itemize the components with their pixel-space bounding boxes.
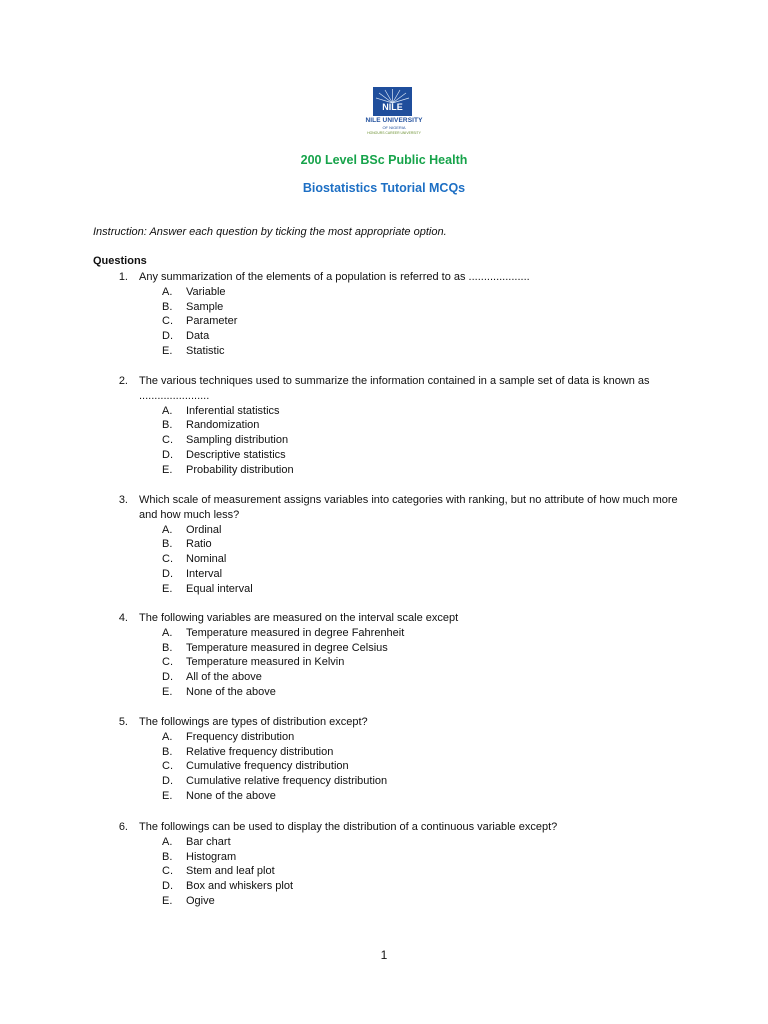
questions-heading: Questions: [93, 255, 147, 267]
university-logo: [358, 86, 430, 138]
answer-option[interactable]: [0, 329, 768, 344]
option-text: Frequency distribution: [186, 730, 295, 743]
answer-option[interactable]: [0, 894, 768, 909]
option-letter: A.: [162, 523, 173, 536]
answer-option[interactable]: [0, 850, 768, 865]
option-text: Cumulative relative frequency distribution: [186, 775, 388, 788]
option-letter: C.: [162, 760, 173, 773]
option-text: Data: [186, 330, 210, 343]
option-letter: C.: [162, 315, 173, 328]
option-letter: D.: [162, 449, 173, 461]
option-letter: A.: [162, 730, 173, 743]
option-letter: C.: [162, 865, 173, 878]
option-letter: C.: [162, 553, 173, 566]
option-letter: C.: [162, 434, 173, 447]
option-letter: E.: [162, 582, 173, 595]
answer-option[interactable]: [0, 730, 768, 745]
option-letter: D.: [162, 671, 173, 684]
option-text: Descriptive statistics: [186, 449, 286, 461]
option-text: Temperature measured in degree Celsius: [186, 641, 388, 654]
answer-option[interactable]: [0, 537, 768, 552]
answer-option[interactable]: [0, 879, 768, 894]
answer-option[interactable]: [0, 300, 768, 315]
option-text: Histogram: [186, 850, 237, 863]
answer-option[interactable]: [0, 655, 768, 670]
option-text: Nominal: [186, 553, 227, 566]
answer-option[interactable]: [0, 626, 768, 641]
option-letter: B.: [162, 641, 173, 654]
question-number: 2.: [118, 375, 128, 387]
option-text: Stem and leaf plot: [186, 865, 275, 878]
option-letter: A.: [162, 626, 173, 639]
option-letter: B.: [162, 850, 173, 863]
option-letter: A.: [162, 285, 173, 298]
option-text: Randomization: [186, 419, 260, 432]
question-text: The followings are types of distribution except?: [139, 716, 368, 728]
option-text: Ordinal: [186, 523, 222, 536]
option-text: Sampling distribution: [186, 434, 289, 447]
option-text: Equal interval: [186, 582, 253, 595]
answer-option[interactable]: [0, 789, 768, 804]
answer-option[interactable]: [0, 641, 768, 656]
option-text: Temperature measured in Kelvin: [186, 656, 345, 669]
option-text: Box and whiskers plot: [186, 880, 293, 893]
logo-country: OF NIGERIA: [382, 125, 406, 130]
question-text: Which scale of measurement assigns variables into categories with ranking, but no attribute of how much more and how much less?: [139, 494, 678, 521]
option-letter: E.: [162, 790, 173, 802]
question-number: 6.: [118, 821, 128, 833]
answer-option[interactable]: [0, 344, 768, 359]
option-letter: D.: [162, 330, 173, 343]
answer-option[interactable]: [0, 285, 768, 300]
answer-option[interactable]: [0, 448, 768, 463]
option-text: Ratio: [186, 538, 212, 551]
option-letter: D.: [162, 568, 173, 580]
option-text: Cumulative frequency distribution: [186, 760, 349, 773]
option-text: Probability distribution: [186, 463, 294, 476]
option-letter: B.: [162, 419, 173, 432]
question-text: The various techniques used to summarize the information contained in a sample set of data is known as .......................: [139, 375, 650, 402]
option-text: None of the above: [186, 686, 276, 698]
document-subtitle: Biostatistics Tutorial MCQs: [302, 181, 466, 195]
answer-option[interactable]: [0, 552, 768, 567]
option-letter: D.: [162, 775, 173, 788]
question-number: 1.: [118, 271, 128, 283]
answer-option[interactable]: [0, 582, 768, 597]
answer-option[interactable]: [0, 670, 768, 685]
answer-option[interactable]: [0, 567, 768, 582]
page-number: 1: [380, 948, 388, 962]
option-letter: E.: [162, 686, 173, 698]
answer-option[interactable]: [0, 404, 768, 419]
option-letter: C.: [162, 656, 173, 669]
option-letter: D.: [162, 880, 173, 893]
option-text: Parameter: [186, 315, 238, 328]
answer-option[interactable]: [0, 314, 768, 329]
option-text: Sample: [186, 300, 224, 313]
option-letter: B.: [162, 745, 173, 758]
option-letter: A.: [162, 835, 173, 848]
option-text: Bar chart: [186, 835, 231, 848]
option-text: Statistic: [186, 345, 225, 357]
answer-option[interactable]: [0, 523, 768, 538]
document-title: 200 Level BSc Public Health: [300, 153, 468, 167]
option-text: Ogive: [186, 895, 215, 907]
question-text: The following variables are measured on the interval scale except: [139, 612, 459, 624]
answer-option[interactable]: [0, 463, 768, 478]
question-number: 3.: [118, 494, 128, 506]
answer-option[interactable]: [0, 745, 768, 760]
option-text: Relative frequency distribution: [186, 745, 334, 758]
question-text: Any summarization of the elements of a population is referred to as ....................: [139, 271, 530, 283]
option-letter: B.: [162, 300, 173, 313]
answer-option[interactable]: [0, 418, 768, 433]
answer-option[interactable]: [0, 864, 768, 879]
question-text: The followings can be used to display the distribution of a continuous variable except?: [139, 821, 558, 833]
logo-tagline: HONOURS CAREER UNIVERSITY: [367, 131, 421, 135]
option-letter: E.: [162, 345, 173, 357]
instruction-text: Instruction: Answer each question by ticking the most appropriate option.: [93, 226, 447, 238]
question-number: 5.: [118, 716, 128, 728]
answer-option[interactable]: [0, 759, 768, 774]
option-text: None of the above: [186, 790, 276, 802]
option-letter: A.: [162, 404, 173, 417]
option-text: All of the above: [186, 671, 262, 684]
option-text: Temperature measured in degree Fahrenheit: [186, 626, 405, 639]
option-text: Interval: [186, 568, 223, 580]
option-letter: E.: [162, 463, 173, 476]
question-number: 4.: [118, 612, 128, 624]
option-text: Inferential statistics: [186, 404, 280, 417]
answer-option[interactable]: [0, 835, 768, 850]
option-letter: E.: [162, 895, 173, 907]
option-text: Variable: [186, 285, 226, 298]
logo-wordmark: NILE: [382, 102, 403, 112]
answer-option[interactable]: [0, 685, 768, 700]
logo-university-name: NILE UNIVERSITY: [365, 117, 423, 124]
answer-option[interactable]: [0, 774, 768, 789]
logo-badge: [373, 87, 412, 116]
option-letter: B.: [162, 538, 173, 551]
answer-option[interactable]: [0, 433, 768, 448]
